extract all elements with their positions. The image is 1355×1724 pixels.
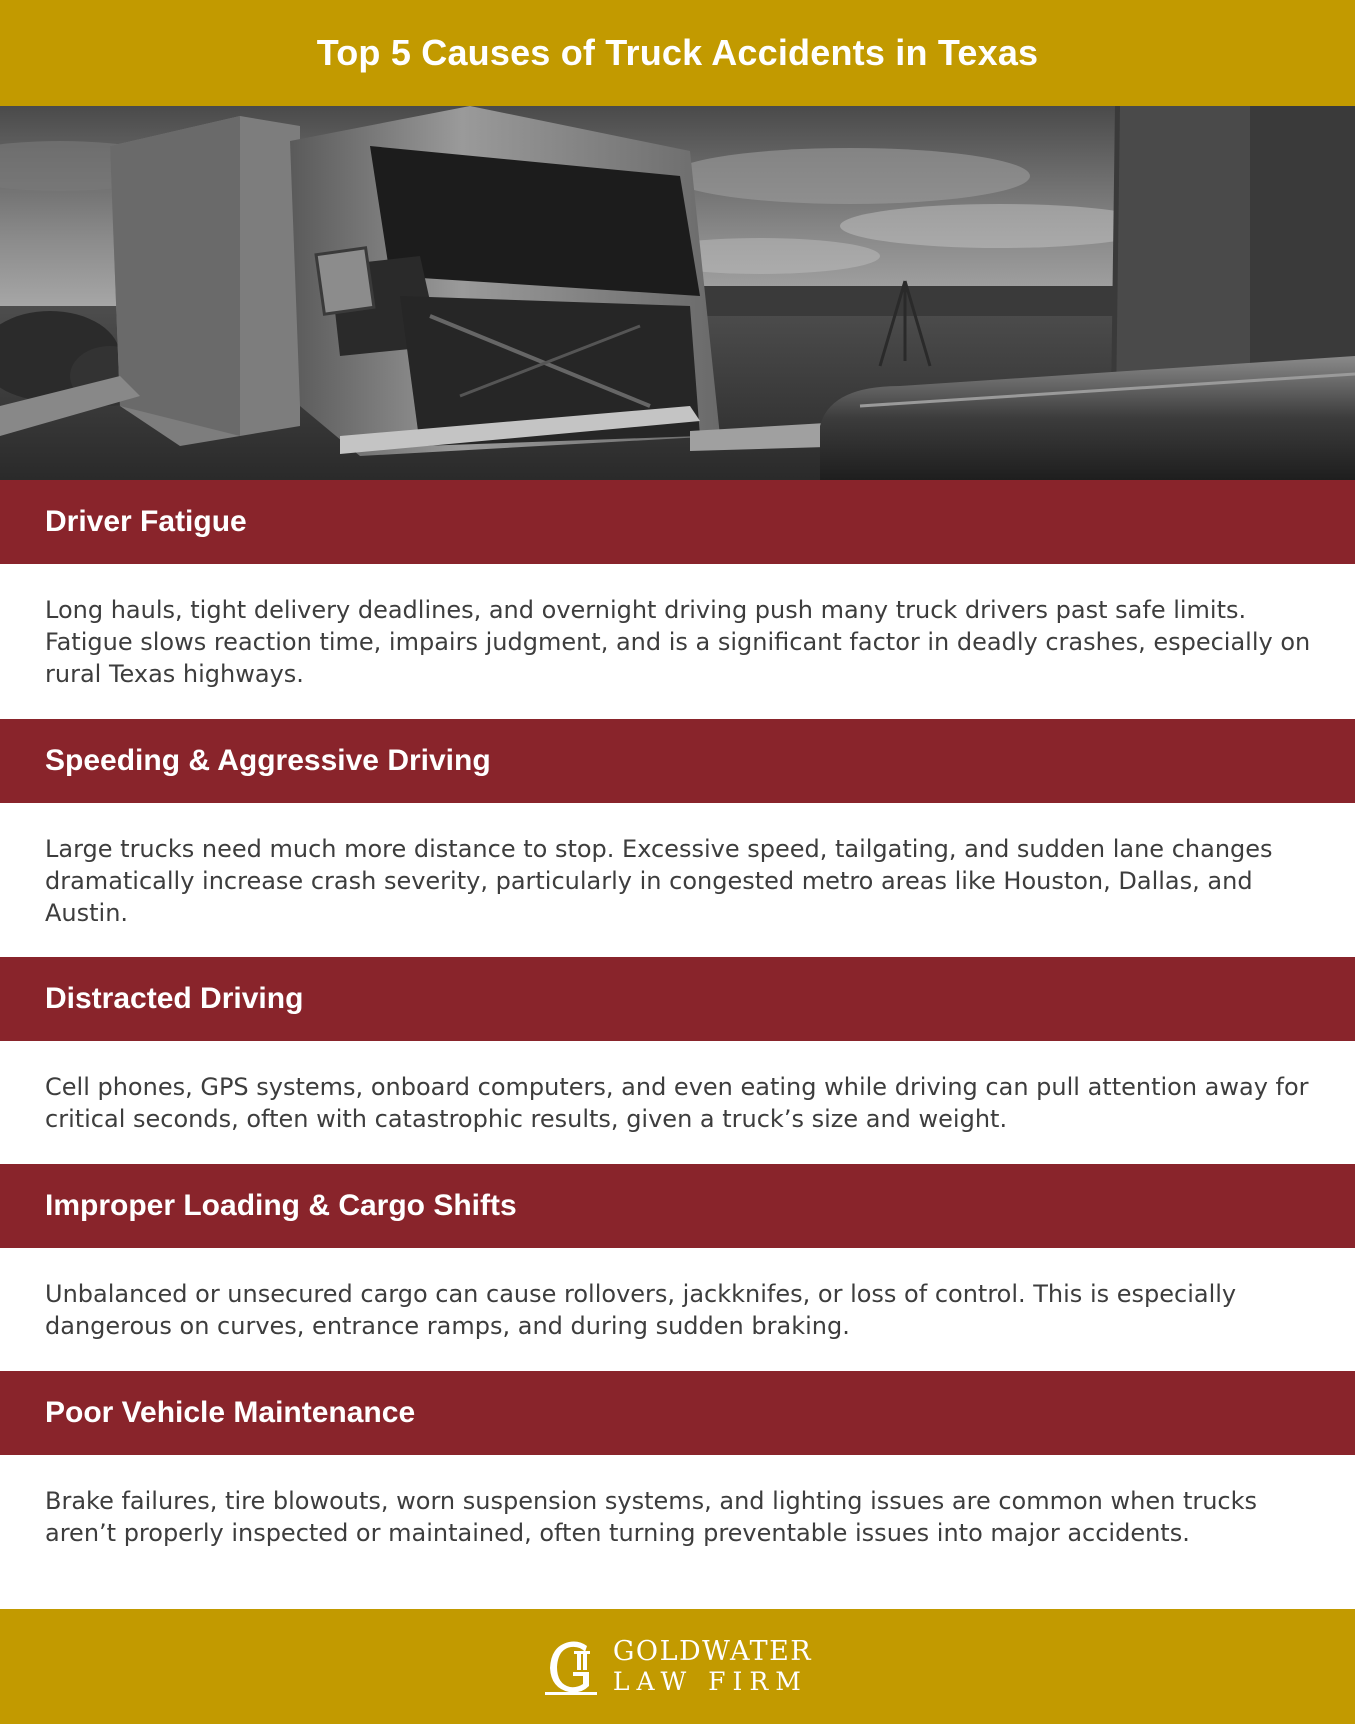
- cause-description: Unbalanced or unsecured cargo can cause rollovers, jackknifes, or loss of control. This is especially dangerous on curves, entrance ramps, and during sudden braking.: [45, 1280, 1237, 1340]
- title-banner: [0, 0, 1355, 106]
- logo-line-goldwater: GOLDWATER: [612, 1635, 813, 1667]
- cause-heading: Improper Loading & Cargo Shifts: [45, 1189, 517, 1222]
- cause-description: Cell phones, GPS systems, onboard computers, and even eating while driving can pull attention away for critical seconds, often with catastrophic results, given a truck’s size and weight.: [45, 1073, 1309, 1133]
- page-title: Top 5 Causes of Truck Accidents in Texas: [316, 32, 1039, 73]
- cause-header-improper-loading: [0, 1164, 1355, 1248]
- cause-header-distracted-driving: [0, 957, 1355, 1041]
- cause-description: Brake failures, tire blowouts, worn suspension systems, and lighting issues are common when trucks aren’t properly inspected or maintained, often turning preventable issues into major accidents.: [45, 1487, 1258, 1547]
- footer-banner: [0, 1609, 1355, 1724]
- cause-heading: Poor Vehicle Maintenance: [45, 1396, 416, 1429]
- cause-header-driver-fatigue: [0, 480, 1355, 564]
- wrecked-truck-icon: [0, 106, 1355, 480]
- cause-description: Large trucks need much more distance to stop. Excessive speed, tailgating, and sudden lane changes dramatically increase crash severity, particularly in congested metro areas like Houston, Dallas, and Austin.: [45, 835, 1273, 927]
- cause-description: Long hauls, tight delivery deadlines, and overnight driving push many truck drivers past safe limits. Fatigue slows reaction time, impairs judgment, and is a significant factor in deadly crashes, especially on rural Texas highways.: [45, 596, 1311, 688]
- cause-heading: Speeding & Aggressive Driving: [45, 744, 491, 777]
- goldwater-g-column-logo-icon: [543, 1636, 605, 1698]
- logo-line-law-firm: LAW FIRM: [612, 1666, 808, 1696]
- cause-header-poor-maintenance: [0, 1371, 1355, 1455]
- cause-heading: Distracted Driving: [45, 982, 304, 1015]
- wrecked-truck-photo: [0, 106, 1355, 480]
- cause-heading: Driver Fatigue: [45, 505, 247, 538]
- cause-header-speeding: [0, 719, 1355, 803]
- goldwater-logo: [543, 1636, 812, 1698]
